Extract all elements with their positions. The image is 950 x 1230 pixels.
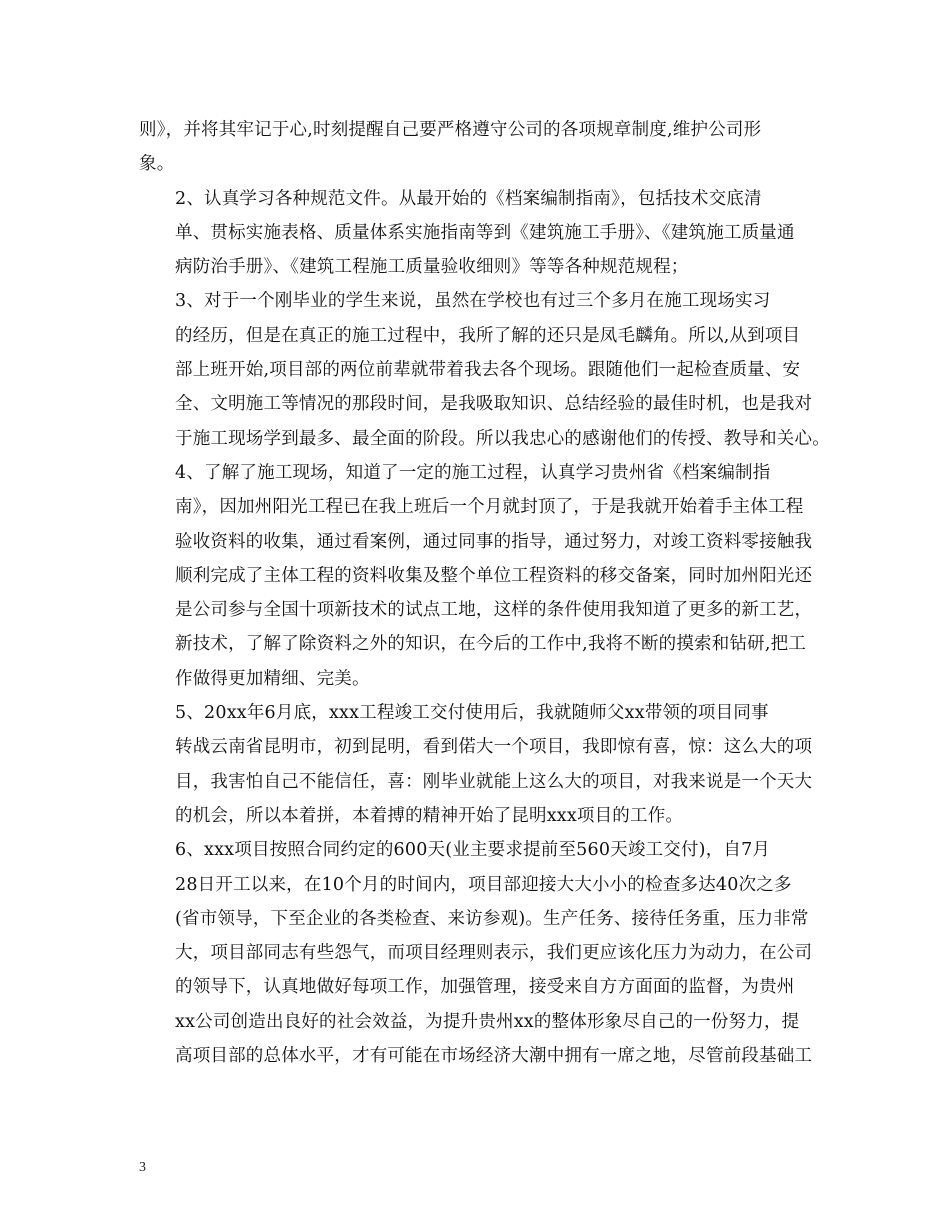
text-line: 6、xxx项目按照合同约定的600天(业主要求提前至560天竣工交付)，自7月 [175, 840, 771, 861]
text-line: 4、了解了施工现场，知道了一定的施工过程，认真学习贵州省《档案编制指 [175, 462, 771, 483]
paragraph-item-6 [139, 833, 819, 1073]
text-line: 验收资料的收集，通过看案例，通过同事的指导，通过努力，对竣工资料零接触我 [175, 531, 813, 552]
text-line: 3、对于一个刚毕业的学生来说，虽然在学校也有过三个多月在施工现场实习 [175, 291, 771, 312]
text-line: 的经历，但是在真正的施工过程中，我所了解的还只是凤毛麟角。所以,从到项目 [175, 325, 801, 346]
paragraph-continuation [139, 113, 819, 182]
paragraph-item-4 [139, 456, 819, 696]
text-line: 病防治手册》、《建筑工程施工质量验收细则》等等各种规范规程； [175, 257, 689, 278]
text-line: (省市领导，下至企业的各类检查、来访参观)。生产任务、接待任务重，压力非常 [175, 908, 809, 929]
text-line: 目，我害怕自己不能信任，喜：刚毕业就能上这么大的项目，对我来说是一个天大 [175, 771, 813, 792]
text-line: 转战云南省昆明市，初到昆明，看到偌大一个项目，我即惊有喜，惊：这么大的项 [175, 737, 813, 758]
text-line: 部上班开始,项目部的两位前辈就带着我去各个现场。跟随他们一起检查质量、安 [175, 360, 801, 381]
text-line: 28日开工以来，在10个月的时间内，项目部迎接大大小小的检查多达40次之多 [175, 874, 792, 895]
text-line: 顺利完成了主体工程的资料收集及整个单位工程资料的移交备案，同时加州阳光还 [175, 565, 813, 586]
text-line: 的机会，所以本着拼，本着搏的精神开始了昆明xxx项目的工作。 [175, 805, 684, 826]
text-line: 高项目部的总体水平，才有可能在市场经济大潮中拥有一席之地，尽管前段基础工 [175, 1046, 813, 1067]
text-line: 则》，并将其牢记于心,时刻提醒自己要严格遵守公司的各项规章制度,维护公司形 [139, 120, 762, 140]
text-line: 单、贯标实施表格、质量体系实施指南等到《建筑施工手册》、《建筑施工质量通 [175, 222, 795, 243]
text-line: 象。 [139, 154, 175, 175]
paragraph-item-2 [139, 182, 819, 285]
text-line: 5、20xx年6月底，xxx工程竣工交付使用后，我就随师父xx带领的项目同事 [175, 703, 769, 724]
text-line: 的领导下，认真地做好每项工作，加强管理，接受来自方方面面的监督，为贵州 [175, 977, 795, 998]
text-line: 2、认真学习各种规范文件。从最开始的《档案编制指南》，包括技术交底清 [175, 188, 762, 209]
paragraph-item-5 [139, 696, 819, 833]
text-line: xx公司创造出良好的社会效益，为提升贵州xx的整体形象尽自己的一份努力，提 [175, 1011, 800, 1032]
document-body [139, 113, 830, 1073]
text-line: 作做得更加精细、完美。 [175, 668, 370, 689]
text-line: 于施工现场学到最多、最全面的阶段。所以我忠心的感谢他们的传授、教导和关心。 [175, 428, 830, 449]
page-number: 3 [139, 1160, 146, 1175]
text-line: 新技术，了解了除资料之外的知识，在今后的工作中,我将不断的摸索和钻研,把工 [175, 634, 807, 655]
text-line: 大，项目部同志有些怨气，而项目经理则表示，我们更应该化压力为动力，在公司 [175, 943, 813, 964]
text-line: 全、文明施工等情况的那段时间，是我吸取知识、总结经验的最佳时机，也是我对 [175, 394, 813, 415]
text-line: 南》，因加州阳光工程已在我上班后一个月就封顶了，于是我就开始着手主体工程 [175, 497, 804, 518]
paragraph-item-3 [139, 284, 830, 455]
text-line: 是公司参与全国十项新技术的试点工地，这样的条件使用我知道了更多的新工艺， [175, 600, 813, 621]
